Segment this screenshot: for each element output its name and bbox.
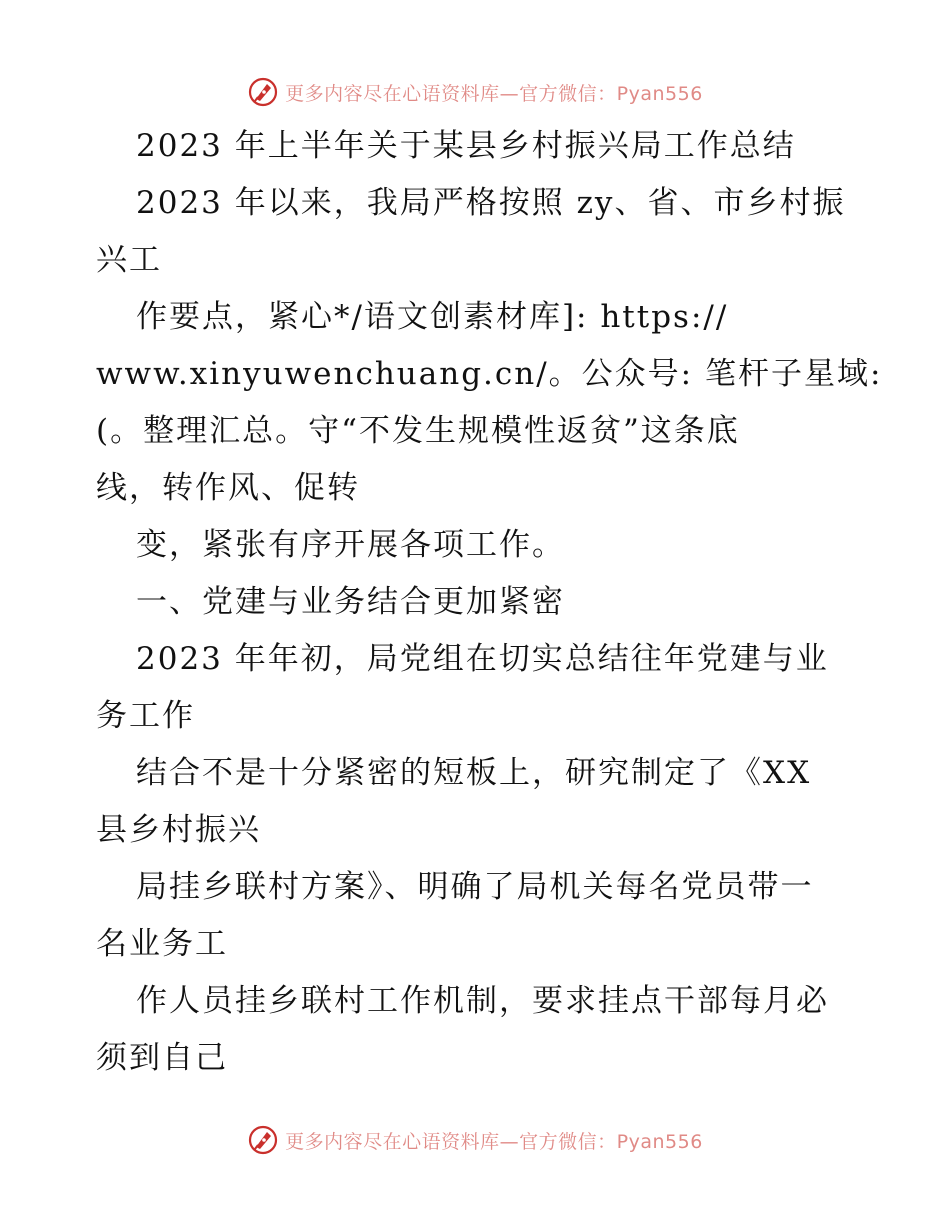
- paragraph-line: 作要点，紧心*/语文创素材库]: https://: [136, 299, 729, 335]
- header-banner: [0, 72, 950, 112]
- paragraph-line: 线，转作风、促转: [96, 470, 360, 506]
- paragraph-line: 须到自己: [96, 1040, 228, 1076]
- paragraph-line: 2023 年以来，我局严格按照 zy、省、市乡村振: [136, 185, 846, 221]
- paragraph-line: 结合不是十分紧密的短板上，研究制定了《XX: [136, 755, 812, 791]
- paragraph-line: 名业务工: [96, 926, 228, 962]
- paragraph-line: 作人员挂乡联村工作机制，要求挂点干部每月必: [136, 983, 829, 1019]
- paragraph-line: 局挂乡联村方案》、明确了局机关每名党员带一: [136, 869, 814, 905]
- paragraph-line: (。整理汇总。守“不发生规模性返贫”这条底: [96, 413, 740, 449]
- pen-nib-logo-icon: [247, 76, 279, 108]
- document-title: 2023 年上半年关于某县乡村振兴局工作总结: [136, 128, 796, 164]
- pen-nib-logo-icon: [247, 1124, 279, 1156]
- paragraph-line: 2023 年年初，局党组在切实总结往年党建与业: [136, 641, 829, 677]
- document-body: [96, 118, 883, 1087]
- paragraph-line: 务工作: [96, 698, 195, 734]
- paragraph-line: 兴工: [96, 242, 162, 278]
- section-heading: 一、党建与业务结合更加紧密: [136, 584, 565, 620]
- paragraph-line: 县乡村振兴: [96, 812, 261, 848]
- footer-banner: [0, 1120, 950, 1160]
- header-banner-text: 更多内容尽在心语资料库—官方微信：Pyan556: [285, 82, 703, 105]
- paragraph-line: 变，紧张有序开展各项工作。: [136, 527, 565, 563]
- footer-banner-text: 更多内容尽在心语资料库—官方微信：Pyan556: [285, 1130, 703, 1153]
- paragraph-line: www.xinyuwenchuang.cn/。公众号: 笔杆子星域:: [96, 356, 883, 392]
